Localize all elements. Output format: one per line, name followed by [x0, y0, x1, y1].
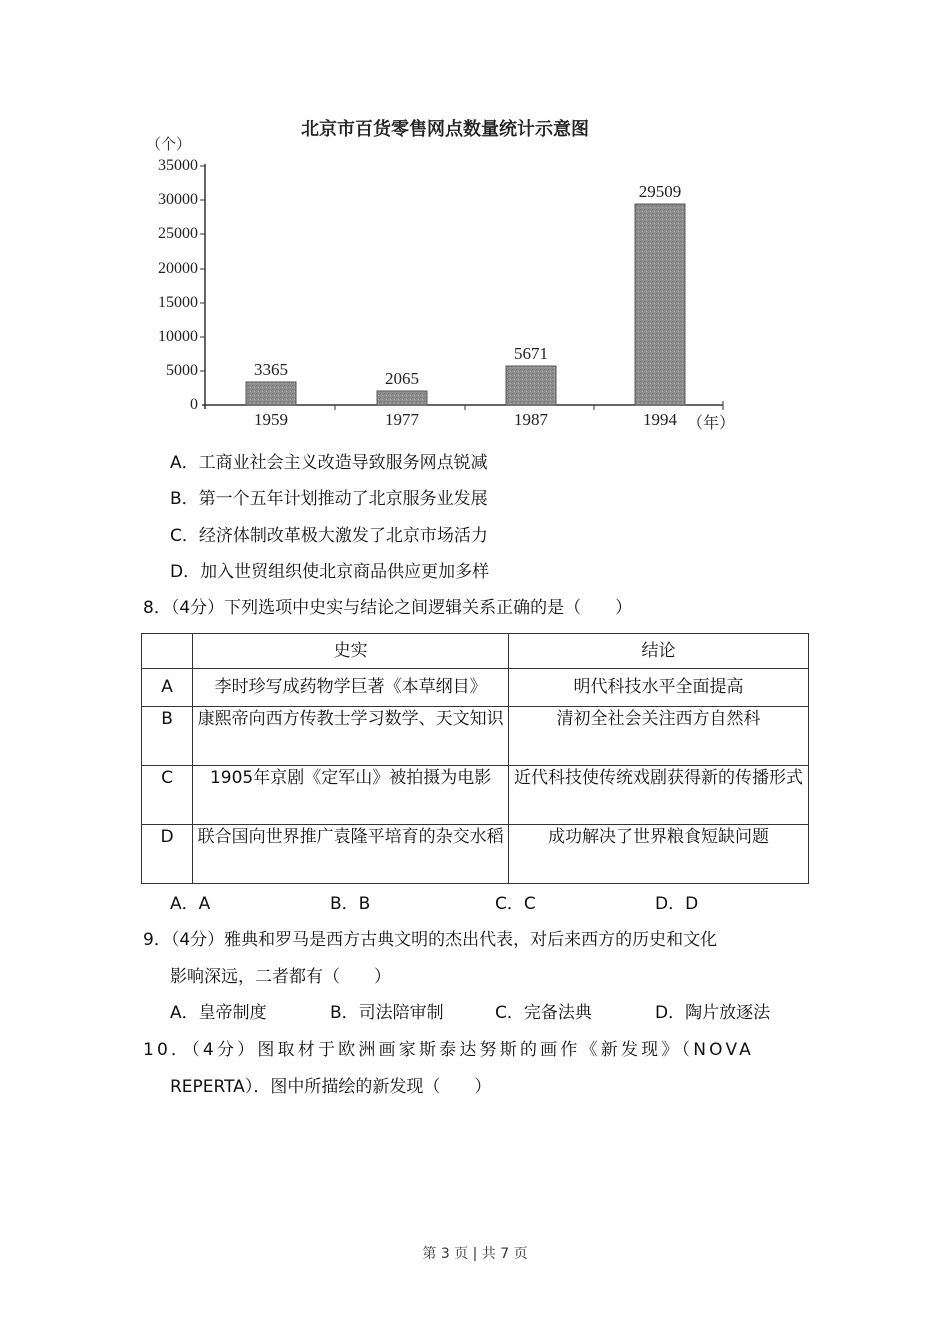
- q8-option-a: A．A: [170, 894, 211, 914]
- page-footer: 第 3 页 | 共 7 页: [422, 1246, 528, 1262]
- q8-option-c: C．C: [495, 894, 536, 914]
- y-tick-label: 35000: [158, 157, 198, 174]
- bar-1987: [506, 366, 556, 405]
- bar-value-label: 5671: [514, 344, 548, 363]
- x-axis-unit: （年）: [687, 413, 736, 432]
- bar-value-label: 29509: [638, 182, 682, 201]
- y-tick-label: 15000: [158, 294, 198, 311]
- q9-option-b: B．司法陪审制: [330, 1003, 444, 1023]
- header-cell: [142, 634, 193, 669]
- bar-value-label: 2065: [385, 369, 419, 388]
- q7-option-a: [170, 452, 488, 474]
- fact-cell: 1905年京剧《定军山》被拍摄为电影: [193, 766, 509, 825]
- y-tick-label: 25000: [158, 225, 198, 242]
- q10-stem-line1: 10．（4分）图取材于欧洲画家斯泰达努斯的画作《新发现》（NOVA: [143, 1040, 755, 1060]
- table-header-row: [142, 634, 809, 669]
- row-label: D: [142, 825, 193, 884]
- option-text: 加入世贸组织使北京商品供应更加多样: [200, 562, 490, 582]
- bar-1977: [377, 391, 427, 405]
- conclusion-cell: 成功解决了世界粮食短缺问题: [509, 825, 809, 884]
- bar-value-label: 3365: [254, 360, 288, 379]
- q9-stem-line2: 影响深远，二者都有（ ）: [170, 967, 391, 987]
- fact-cell: 李时珍写成药物学巨著《本草纲目》: [193, 669, 509, 707]
- conclusion-cell: 明代科技水平全面提高: [509, 669, 809, 707]
- fact-cell: 康熙帝向西方传教士学习数学、天文知识: [193, 707, 509, 766]
- q9-option-a: A．皇帝制度: [170, 1003, 267, 1023]
- q7-option-d: [170, 561, 489, 583]
- y-tick-label: 30000: [158, 191, 198, 208]
- fact-cell: 联合国向世界推广袁隆平培育的杂交水稻: [193, 825, 509, 884]
- y-tick-label: 10000: [158, 328, 198, 345]
- table-row: [142, 825, 809, 884]
- option-key: D．: [170, 562, 201, 582]
- bar-1994: [635, 204, 685, 405]
- chart-axes: [140, 105, 760, 440]
- y-tick-label: 20000: [158, 260, 198, 277]
- y-tick-label: 0: [190, 396, 198, 413]
- conclusion-cell: 清初全社会关注西方自然科: [509, 707, 809, 766]
- row-label: B: [142, 707, 193, 766]
- y-axis-unit: （个）: [146, 135, 192, 153]
- q7-option-c: [170, 525, 488, 547]
- header-cell: 结论: [509, 634, 809, 669]
- bar-1959: [246, 382, 296, 405]
- row-label: C: [142, 766, 193, 825]
- option-key: B．: [170, 489, 199, 509]
- y-tick-label: 5000: [166, 362, 198, 379]
- x-tick-label: 1987: [514, 410, 548, 429]
- x-tick-label: 1977: [385, 410, 419, 429]
- option-key: C．: [170, 526, 199, 546]
- x-tick-label: 1994: [643, 410, 677, 429]
- q8-table: [141, 633, 809, 884]
- x-tick-label: 1959: [254, 410, 288, 429]
- q8-option-d: D．D: [655, 894, 699, 914]
- chart-title: 北京市百货零售网点数量统计示意图: [301, 119, 589, 140]
- header-cell: 史实: [193, 634, 509, 669]
- table-row: [142, 766, 809, 825]
- q7-option-b: [170, 488, 488, 510]
- table-row: [142, 707, 809, 766]
- table-row: [142, 669, 809, 707]
- option-key: A．: [170, 453, 199, 473]
- option-text: 工商业社会主义改造导致服务网点锐减: [198, 453, 488, 473]
- q9-option-d: D．陶片放逐法: [655, 1003, 771, 1023]
- row-label: A: [142, 669, 193, 707]
- q8-stem: 8．（4分）下列选项中史实与结论之间逻辑关系正确的是（ ）: [143, 598, 633, 618]
- conclusion-cell: 近代科技使传统戏剧获得新的传播形式: [509, 766, 809, 825]
- option-text: 第一个五年计划推动了北京服务业发展: [198, 489, 488, 509]
- option-text: 经济体制改革极大激发了北京市场活力: [198, 526, 488, 546]
- q8-option-b: B．B: [330, 894, 371, 914]
- q10-stem-line2: REPERTA）．图中所描绘的新发现（ ）: [170, 1077, 492, 1097]
- retail-outlets-bar-chart: [140, 105, 760, 440]
- q9-stem-line1: 9．（4分）雅典和罗马是西方古典文明的杰出代表，对后来西方的历史和文化: [143, 930, 718, 950]
- q9-option-c: C．完备法典: [495, 1003, 592, 1023]
